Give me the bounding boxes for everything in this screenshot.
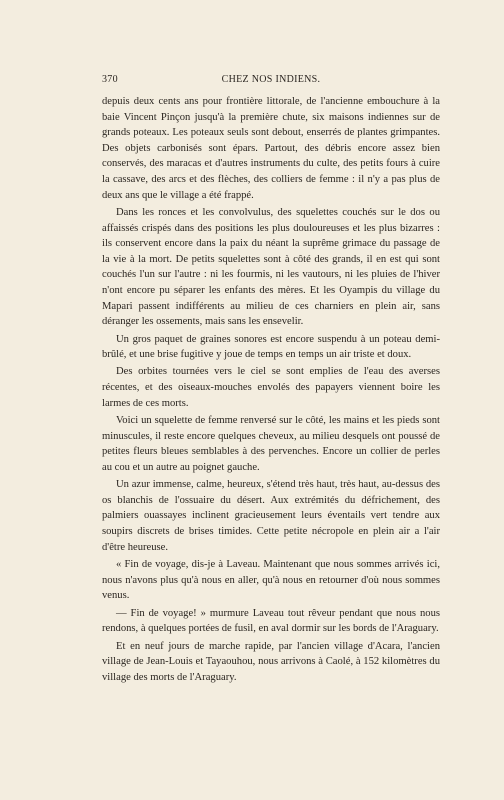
page-number: 370 xyxy=(102,74,118,85)
body-text xyxy=(102,94,440,685)
paragraph: Voici un squelette de femme renversé sur le côté, les mains et les pieds sont minuscules, il reste encore quelques cheveux, au milieu desquels ont poussé de petites fleurs bleues semblables à des pervenches. Encore un collier de perles au cou et un autre au poignet gauche. xyxy=(102,415,440,473)
paragraph: Un azur immense, calme, heureux, s'étend très haut, très haut, au-dessus des os blanchis de l'ossuaire du désert. Aux extrémités du défrichement, des palmiers ouassayes inclinent gracieusement leurs éventails vert tendre aux soupirs discrets de brises timides. Cette petite nécropole en plein air a l'air d'être heureuse. xyxy=(102,479,440,553)
paragraph: Des orbites tournées vers le ciel se sont emplies de l'eau des averses récentes, et des oiseaux-mouches envolés des papayers viennent boire les larmes de ces morts. xyxy=(102,366,440,409)
paragraph: — Fin de voyage! » murmure Laveau tout rêveur pendant que nous nous rendons, à quelques portées de fusil, en aval dormir sur les bords de l'Araguary. xyxy=(102,607,440,635)
page-header xyxy=(102,74,440,88)
paragraph: Dans les ronces et les convolvulus, des squelettes couchés sur le dos ou affaissés crispés dans des positions les plus douloureuses et les plus bizarres : ils conservent encore dans la paix du néant la suprême grimace du passage de la vie à la mort. De petits squelettes sont à côté des grands, il en est qui sont couchés l'un sur l'autre : ni les fourmis, ni les vautours, ni les pluies de l'hiver n'ont encore pu séparer les enfants des mères. Et les Oyampis du village du Mapari passent indifférents au milieu de ces charniers en plein air, sans déranger les ossements, mais sans les ensevelir. xyxy=(102,206,440,328)
paragraph: Et en neuf jours de marche rapide, par l'ancien village d'Acara, l'ancien village de Jean-Louis et Tayaouhou, nous arrivons à Caolé, à 152 kilomètres du village des morts de l'Araguary. xyxy=(102,640,440,683)
running-title: CHEZ NOS INDIENS. xyxy=(221,74,321,85)
paragraph: « Fin de voyage, dis-je à Laveau. Maintenant que nous sommes arrivés ici, nous n'avons plus qu'à nous en aller, qu'à nous en retourner d'où nous sommes venus. xyxy=(102,559,440,602)
paragraph: Un gros paquet de graines sonores est encore suspendu à un poteau demi-brûlé, et une brise fugitive y joue de temps en temps un air triste et doux. xyxy=(102,333,440,361)
paragraph: depuis deux cents ans pour frontière littorale, de l'ancienne embouchure à la baie Vincent Pinçon jusqu'à la première chute, six maisons indiennes sur de grands poteaux. Les poteaux seuls sont debout, enserrés de plantes grimpantes. Des objets carbonisés sont épars. Partout, des débris encore assez bien conservés, des maracas et d'autres instruments du culte, des petits fours à cuire la cassave, des arcs et des flèches, des colliers de femme : il n'y a pas plus de deux ans que le village a été frappé. xyxy=(102,96,440,201)
